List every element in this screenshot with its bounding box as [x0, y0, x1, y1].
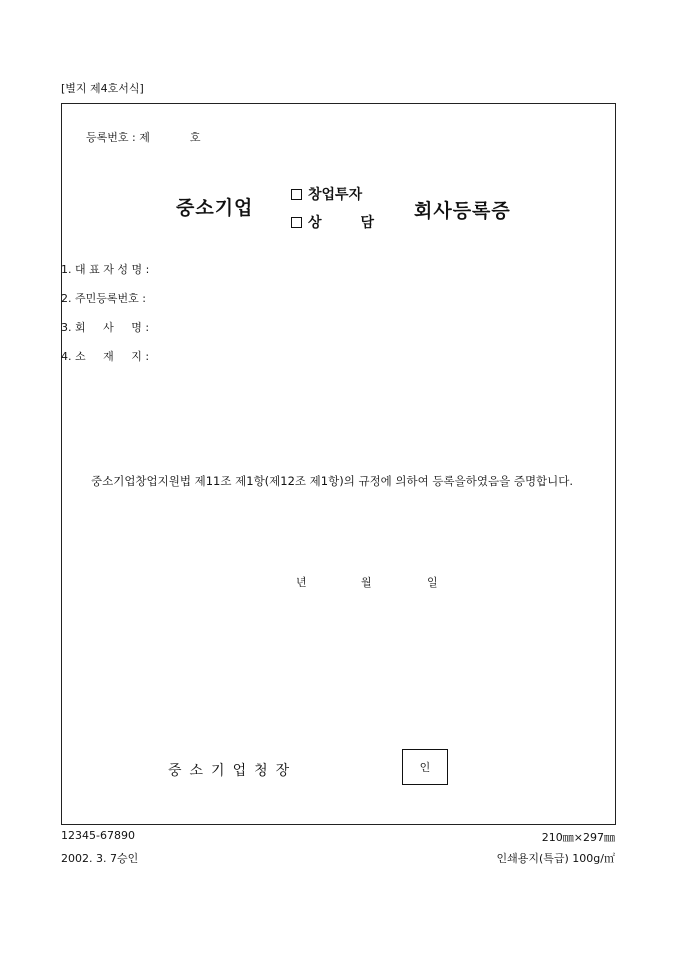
date-month: 월: [361, 576, 372, 589]
footer-paper-spec: 인쇄용지(특급) 100g/㎡: [496, 852, 615, 865]
certification-text: [61, 471, 603, 491]
seal-box: [402, 749, 448, 785]
option-startup-investment-label: 창업투자: [308, 187, 363, 203]
form-number-label: [별지 제4호서식]: [61, 82, 144, 95]
registration-number-label: 등록번호 : 제: [86, 131, 150, 144]
field-address: 4. 소 재 지 :: [61, 350, 150, 363]
checkbox-consulting[interactable]: [291, 217, 302, 228]
checkbox-startup-investment[interactable]: [291, 189, 302, 200]
field-representative-name: 1. 대 표 자 성 명 :: [61, 263, 150, 276]
registration-number-suffix: 호: [189, 131, 201, 144]
footer-form-code: 12345-67890: [61, 829, 135, 842]
footer-paper-size: 210㎜×297㎜: [541, 831, 615, 844]
issuer-title: 중소기업청장: [168, 763, 298, 779]
certification-text-content: 중소기업창업지원법 제11조 제1항(제12조 제1항)의 규정에 의하여 등록을하였음을 증명합니다.: [91, 474, 574, 488]
title-suffix: 회사등록증: [414, 200, 511, 222]
date-year: 년: [296, 576, 307, 589]
field-company-name: 3. 회 사 명 :: [61, 321, 150, 334]
seal-label: 인: [419, 761, 431, 774]
date-day: 일: [427, 576, 438, 589]
option-startup-investment: [291, 184, 362, 204]
option-consulting-label: 상 담: [308, 215, 375, 231]
title-prefix: 중소기업: [176, 197, 254, 219]
footer-approval-date: 2002. 3. 7승인: [61, 852, 139, 865]
option-consulting: [291, 212, 374, 232]
registration-number: [86, 129, 200, 145]
field-resident-number: 2. 주민등록번호 :: [61, 292, 146, 305]
